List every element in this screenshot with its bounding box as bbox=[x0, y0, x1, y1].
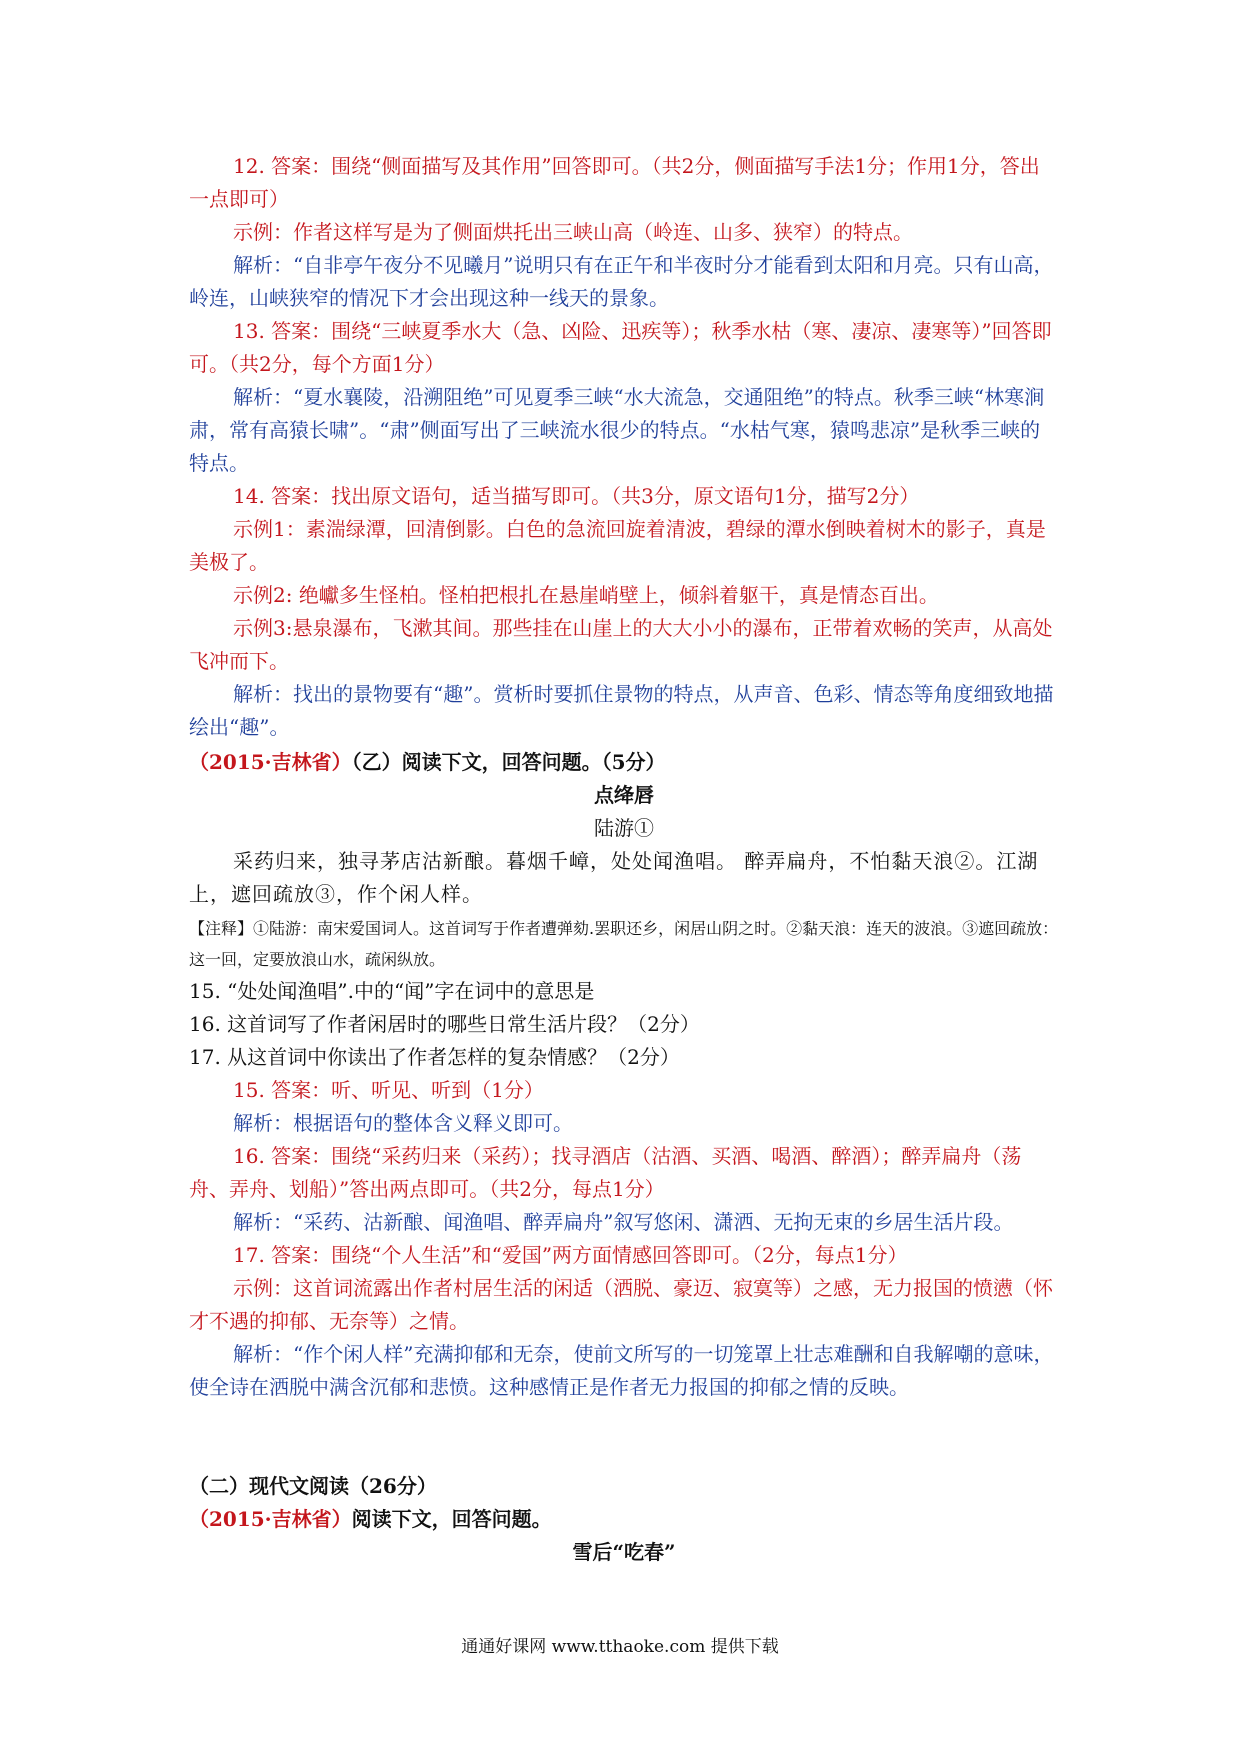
page-footer: 通通好课网 www.tthaoke.com 提供下载 bbox=[461, 1637, 779, 1657]
poem-author: 陆游① bbox=[594, 816, 654, 840]
answer-line: 解析：“夏水襄陵，沿溯阻绝”可见夏季三峡“水大流急，交通阻绝”的特点。秋季三峡“林寒涧肃，常有高猿长啸”。“肃”侧面写出了三峡流水很少的特点。“水枯气寒，猿鸣悲凉”是秋季三峡的特点。 bbox=[189, 385, 1045, 475]
poem-note: 【注释】①陆游：南宋爱国词人。这首词写于作者遭弹劾.罢职还乡，闲居山阴之时。②黏天浪：连天的波浪。③遮回疏放：这一回，定要放浪山水，疏闲纵放。 bbox=[189, 919, 1059, 969]
answer-line: 13. 答案：围绕“三峡夏季水大（急、凶险、迅疾等）；秋季水枯（寒、凄凉、凄寒等）”回答即可。（共2分，每个方面1分） bbox=[189, 319, 1052, 376]
answer-line: 示例：作者这样写是为了侧面烘托出三峡山高（岭连、山多、狭窄）的特点。 bbox=[233, 220, 913, 244]
answer-line: 12. 答案：围绕“侧面描写及其作用”回答即可。（共2分，侧面描写手法1分；作用1分，答出一点即可） bbox=[189, 154, 1040, 211]
poem-title: 点绛唇 bbox=[594, 783, 654, 807]
answer-line: 解析：找出的景物要有“趣”。赏析时要抓住景物的特点，从声音、色彩、情态等角度细致地描绘出“趣”。 bbox=[189, 682, 1054, 739]
answer-line: 14. 答案：找出原文语句，适当描写即可。（共3分，原文语句1分，描写2分） bbox=[233, 484, 920, 508]
modern-reading-heading: （二）现代文阅读（26分） bbox=[189, 1474, 437, 1498]
answers-block-2 bbox=[189, 1074, 1059, 1404]
answer-line: 解析：根据语句的整体含义释义即可。 bbox=[233, 1111, 573, 1135]
answer-line: 16. 答案：围绕“采药归来（采药）；找寻酒店（沽酒、买酒、喝酒、醉酒）；醉弄扁舟（荡舟、弄舟、划船）”答出两点即可。（共2分，每点1分） bbox=[189, 1144, 1022, 1201]
source-label: （2015·吉林省） bbox=[189, 750, 352, 774]
answer-line: 示例1：素湍绿潭，回清倒影。白色的急流回旋着清波，碧绿的潭水倒映着树木的影子，真是美极了。 bbox=[189, 517, 1046, 574]
question-17: 17. 从这首词中你读出了作者怎样的复杂情感？（2分） bbox=[189, 1045, 680, 1069]
answer-line: 解析：“作个闲人样”充满抑郁和无奈，使前文所写的一切笼罩上壮志难酬和自我解嘲的意味，使全诗在洒脱中满含沉郁和悲愤。这种感情正是作者无力报国的抑郁之情的反映。 bbox=[189, 1342, 1054, 1399]
section-heading-poem bbox=[189, 746, 1059, 779]
question-15: 15. “处处闻渔唱”.中的“闻”字在词中的意思是 bbox=[189, 979, 595, 1003]
question-16: 16. 这首词写了作者闲居时的哪些日常生活片段？（2分） bbox=[189, 1012, 700, 1036]
modern-reading-instruction bbox=[189, 1503, 1059, 1536]
answer-line: 17. 答案：围绕“个人生活”和“爱国”两方面情感回答即可。（2分，每点1分） bbox=[233, 1243, 908, 1267]
answers-block-1 bbox=[189, 150, 1059, 744]
answer-line: 解析：“自非亭午夜分不见曦月”说明只有在正午和半夜时分才能看到太阳和月亮。只有山高，岭连，山峡狭窄的情况下才会出现这种一线天的景象。 bbox=[189, 253, 1054, 310]
answer-line: 示例：这首词流露出作者村居生活的闲适（洒脱、豪迈、寂寞等）之感，无力报国的愤懑（怀才不遇的抑郁、无奈等）之情。 bbox=[189, 1276, 1053, 1333]
section-gap bbox=[189, 1404, 1059, 1470]
poem-text: 采药归来，独寻茅店沽新酿。暮烟千嶂，处处闻渔唱。 醉弄扁舟，不怕黏天浪②。江湖上，遮回疏放③，作个闲人样。 bbox=[189, 849, 1039, 906]
answer-line: 示例3:悬泉瀑布，飞漱其间。那些挂在山崖上的大大小小的瀑布，正带着欢畅的笑声，从高处飞冲而下。 bbox=[189, 616, 1053, 673]
answer-line: 示例2: 绝巘多生怪柏。怪柏把根扎在悬崖峭壁上，倾斜着躯干，真是情态百出。 bbox=[233, 583, 939, 607]
page-content bbox=[189, 150, 1059, 1569]
source-label-2: （2015·吉林省） bbox=[189, 1507, 352, 1531]
section-heading-text: （乙）阅读下文，回答问题。（5分） bbox=[351, 750, 666, 774]
answer-line: 解析：“采药、沽新酿、闻渔唱、醉弄扁舟”叙写悠闲、潇洒、无拘无束的乡居生活片段。 bbox=[233, 1210, 1014, 1234]
instruction-text: 阅读下文，回答问题。 bbox=[351, 1507, 552, 1531]
article-title: 雪后“吃春” bbox=[572, 1540, 676, 1564]
answer-line: 15. 答案：听、听见、听到（1分） bbox=[233, 1078, 544, 1102]
